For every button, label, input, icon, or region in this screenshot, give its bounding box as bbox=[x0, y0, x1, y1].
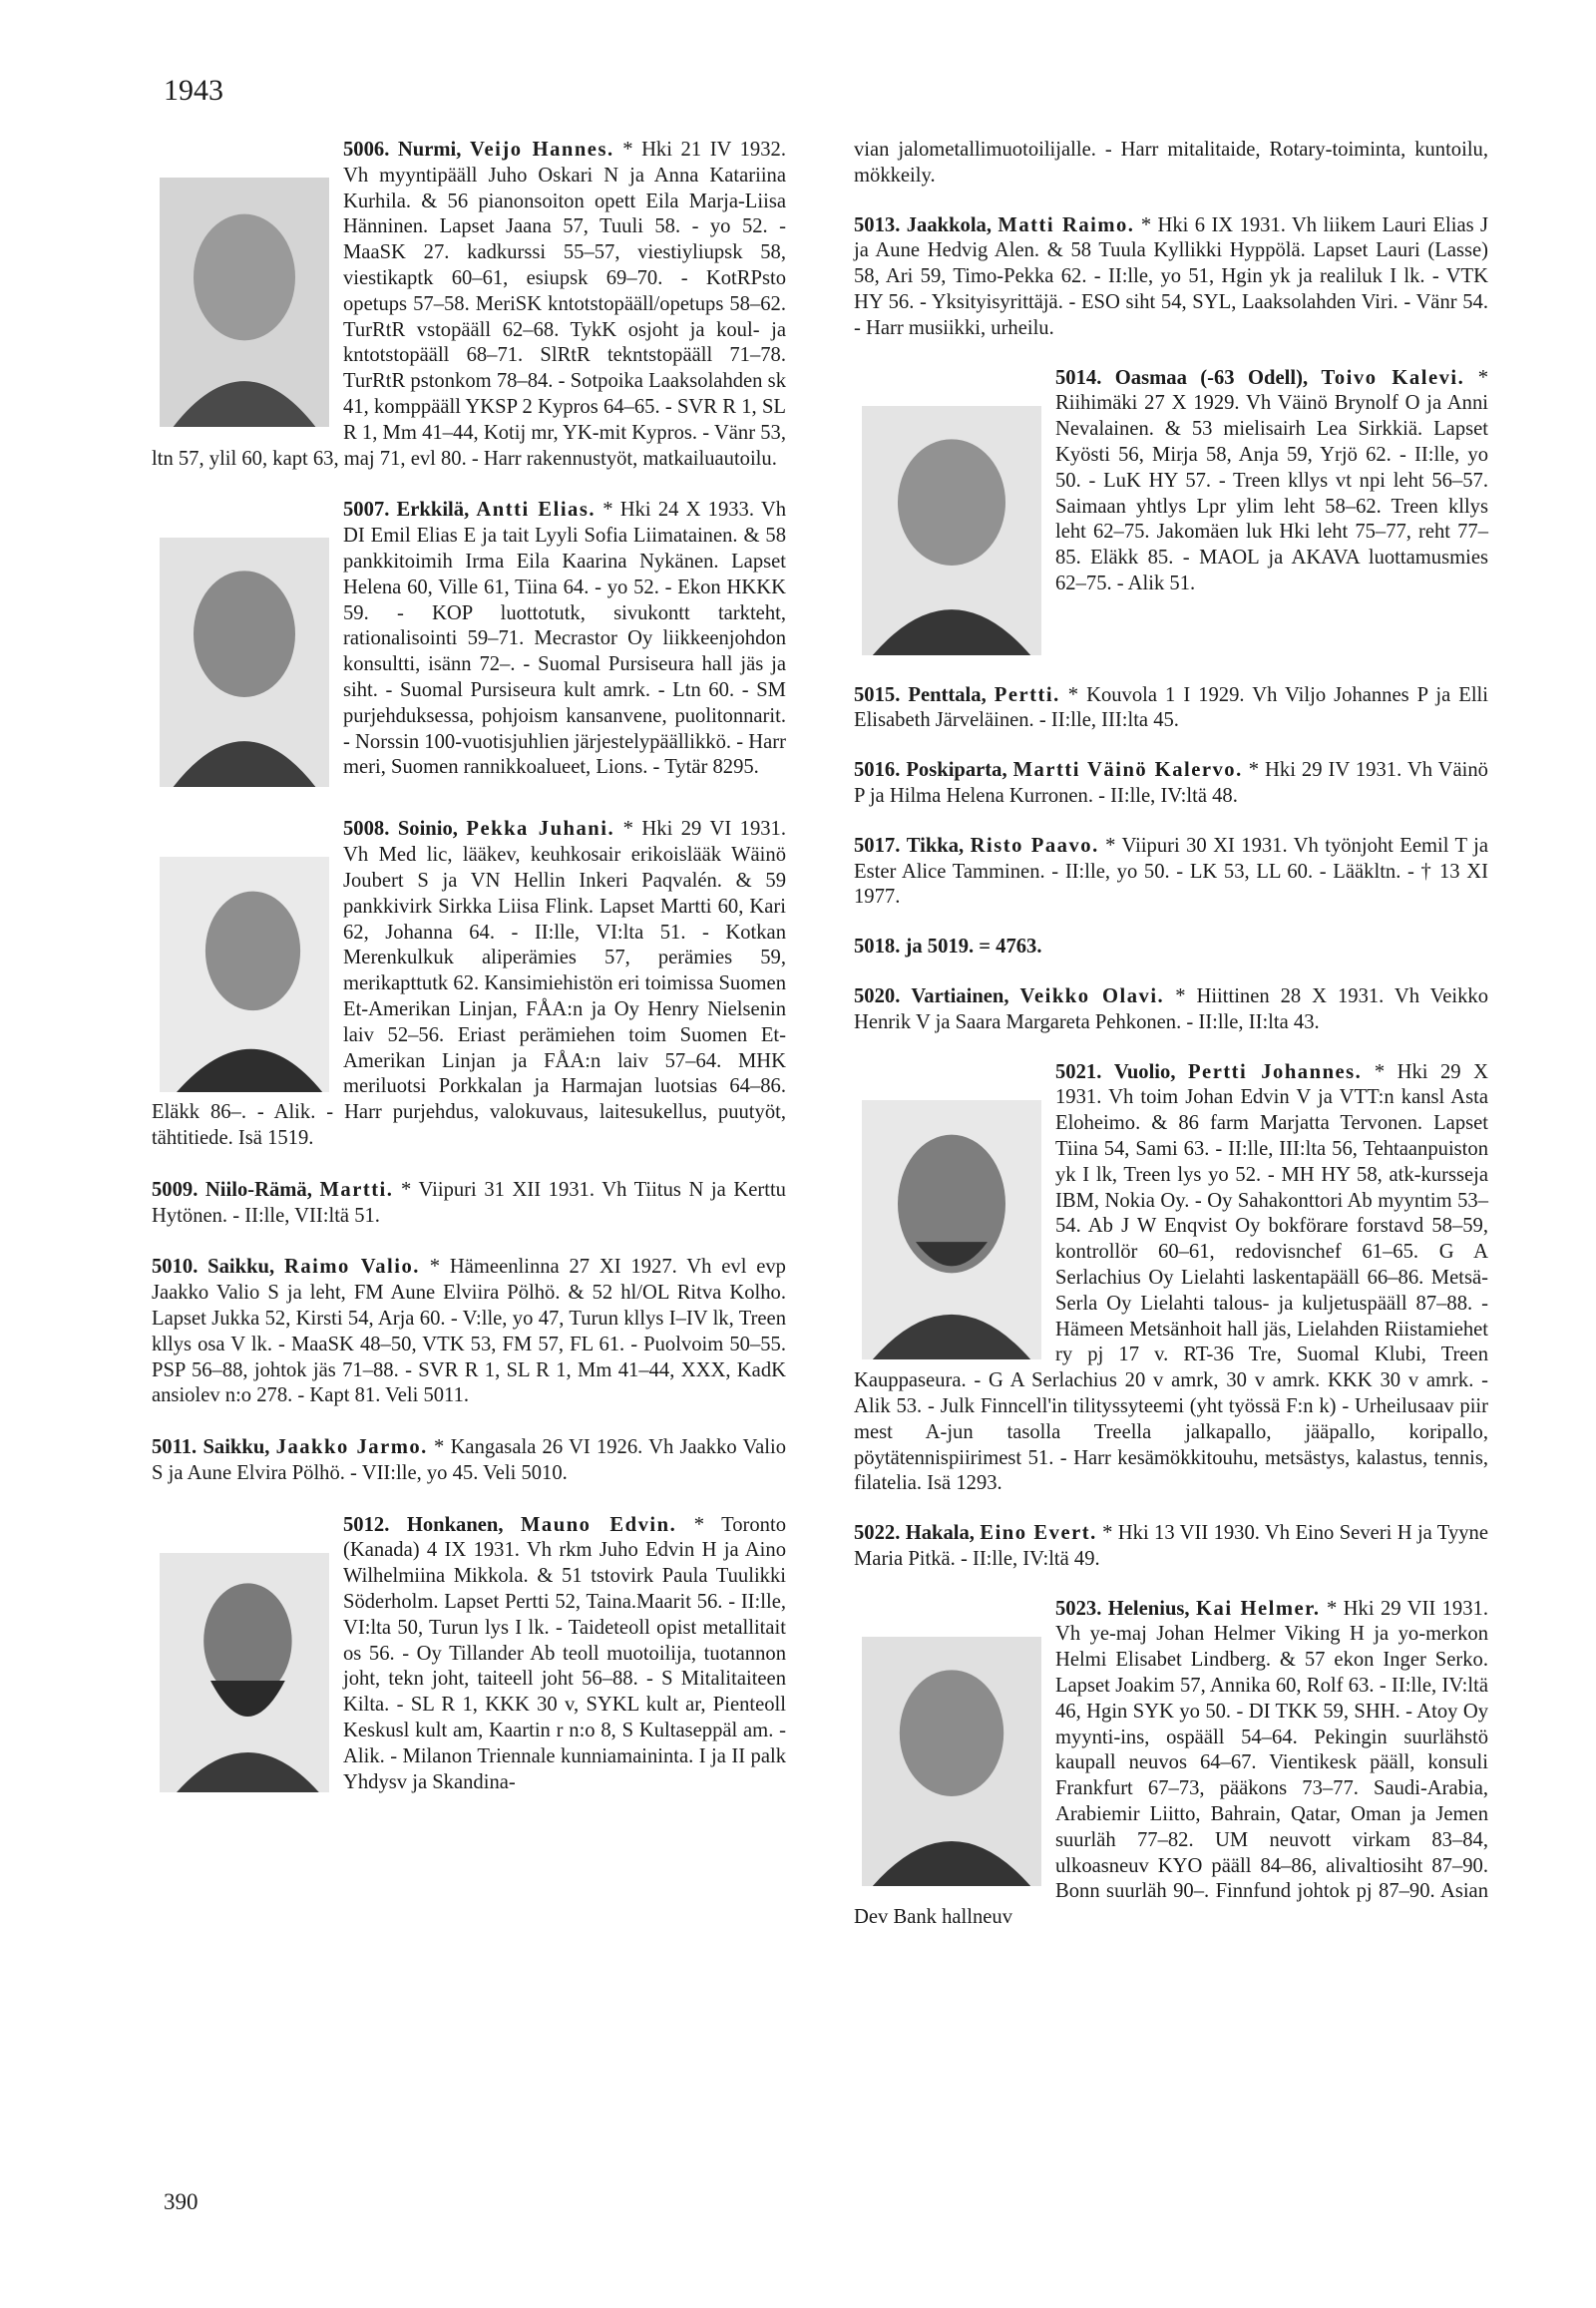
entry-number: 5011. bbox=[152, 1436, 198, 1459]
biography-entry bbox=[854, 935, 1488, 961]
entry-number: 5006. bbox=[343, 139, 390, 161]
entry-number: 5016. bbox=[854, 759, 901, 782]
entry-number: 5012. bbox=[343, 1513, 390, 1536]
entry-text: * Kangasala 26 VI 1926. Vh Jaakko Valio S ja Aune Elvira Pölhö. - VII:lle, yo 45. Veli 5010. bbox=[152, 1436, 787, 1484]
entry-number: 5018. bbox=[854, 936, 901, 959]
entry-text: * Hki 29 VI 1931. Vh Med lic, lääkev, keuhkosair erikoislääk Wäinö Joubert S ja VN Hellin Inkeri Paqvalén. & 59 pankkivirk Sirkka Liisa Flink. Lapset Martti 60, Kari 62, Johanna 64. - II:lle, VI:lta 51. - Kotkan Merenkulkuk aliperämies 57, perämies 59, merikapttutk 62. Kansimiehistön eri toimissa Suomen Et-Amerikan Linjan, FÅA:n ja Oy Henry Nielsenin laiv 52–56. Eriast perämiehen toim Suomen Et-Amerikan Linjan ja FÅA:n laiv 57–64. MHK meriluotsi Porkkalan ja Harmajan luotsias 64–86. Eläkk 86–. - Alik. - Harr purjehdus, valokuvaus, laitesukellus, puutyöt, tähtitiede. Isä 1519. bbox=[152, 818, 786, 1149]
entry-surname: Helenius, bbox=[1107, 1597, 1190, 1620]
biography-entry-continued bbox=[854, 138, 1488, 190]
entry-given-names: Risto Paavo. bbox=[970, 834, 1099, 857]
right-column bbox=[854, 138, 1488, 1955]
entry-given-names: Veijo Hannes. bbox=[470, 139, 614, 161]
biography-entry bbox=[152, 1435, 786, 1487]
page-number: 390 bbox=[164, 2189, 199, 2214]
entry-given-names: Kai Helmer. bbox=[1196, 1597, 1321, 1620]
biography-entry bbox=[854, 213, 1488, 342]
entry-number: 5013. bbox=[854, 213, 901, 236]
portrait-photo bbox=[160, 1553, 329, 1792]
entry-surname: Honkanen, bbox=[406, 1513, 504, 1536]
entry-given-names: Eino Evert. bbox=[980, 1522, 1097, 1545]
entry-surname: Nurmi, bbox=[397, 139, 462, 161]
entry-given-names: Pertti Johannes. bbox=[1187, 1060, 1363, 1083]
entry-text: * Hki 29 IV 1931. Vh Väinö P ja Hilma Helena Kurronen. - II:lle, IV:ltä 48. bbox=[854, 759, 1488, 807]
biography-entry bbox=[854, 1521, 1488, 1573]
entry-surname: Penttala, bbox=[908, 683, 987, 706]
entry-text: * Kouvola 1 I 1929. Vh Viljo Johannes P ja Elli Elisabeth Järveläinen. - II:lle, III:lta 45. bbox=[854, 683, 1488, 732]
biography-entry bbox=[854, 984, 1488, 1036]
biography-entry bbox=[854, 366, 1488, 659]
entry-surname: Niilo-Rämä, bbox=[204, 1178, 312, 1201]
portrait-photo bbox=[862, 1100, 1041, 1359]
entry-surname: ja 5019. = 4763. bbox=[905, 936, 1042, 959]
entry-given-names: Pekka Juhani. bbox=[466, 818, 615, 841]
entry-number: 5021. bbox=[1055, 1060, 1102, 1083]
entry-number: 5014. bbox=[1055, 366, 1102, 389]
left-column bbox=[152, 138, 786, 1822]
entry-text: * Hki 13 VII 1930. Vh Eino Severi H ja Tyyne Maria Pitkä. - II:lle, IV:ltä 49. bbox=[854, 1522, 1488, 1570]
biography-entry bbox=[854, 758, 1488, 810]
biography-entry bbox=[854, 683, 1488, 735]
entry-text: * Hki 24 X 1933. Vh DI Emil Elias E ja tait Lyyli Sofia Liimatainen. & 58 pankkitoimih Irma Eila Kaarina Nykänen. Lapset Helena 60, Ville 61, Tiina 64. - yo 52. - Ekon HKKK 59. - KOP luottotutk, sivukontt tarkteht, rationalisointi 59–71. Mecrastor Oy liikkeenjohdon konsultti, isänn 72–. - Suomal Pursiseura hall jäs ja siht. - Suomal Pursiseura kult amrk. - Ltn 60. - SM purjehduksessa, pohjoism kansanvene, puolitonnarit. - Norssin 100-vuotisjuhlien järjestelypäällikkö. - Harr meri, Suomen rannikkoalueet, Lions. - Tytär 8295. bbox=[343, 499, 786, 779]
entry-number: 5020. bbox=[854, 984, 901, 1007]
entry-surname: Soinio, bbox=[397, 818, 458, 841]
biography-entry bbox=[152, 817, 786, 1151]
portrait-photo bbox=[862, 1637, 1041, 1886]
entry-surname: Erkkilä, bbox=[396, 499, 470, 522]
entry-given-names: Martti Väinö Kalervo. bbox=[1012, 759, 1243, 782]
entry-number: 5015. bbox=[854, 683, 901, 706]
entry-number: 5022. bbox=[854, 1522, 901, 1545]
entry-text: * Riihimäki 27 X 1929. Vh Väinö Brynolf O ja Anni Nevalainen. & 53 mielisairh Lea Sirkkiä. Lapset Kyösti 56, Mirja 58, Anja 59, Yrjö 62. - II:lle, yo 50. - LuK HY 57. - Treen kllys vt npi leht 56–57. Saimaan yhtlys Lpr ylim leht 58–62. Treen kllys leht 62–75. Jakomäen luk Hki leht 75–77, reht 77–85. Eläkk 85. - MAOL ja AKAVA luottamusmies 62–75. - Alik 51. bbox=[1055, 366, 1488, 594]
entry-given-names: Pertti. bbox=[994, 683, 1060, 706]
portrait-photo bbox=[862, 406, 1041, 655]
entry-text: vian jalometallimuotoilijalle. - Harr mitalitaide, Rotary-toiminta, kuntoilu, mökkeily. bbox=[854, 139, 1488, 187]
entry-text: * Hki 29 VII 1931. Vh ye-maj Johan Helmer Viking H ja yo-merkon Helmi Elisabet Lindberg. & 57 ekon Inger Serko. Lapset Joakim 57, Annika 60, Rolf 63. - II:lle, IV:ltä 46, Hgin SYK yo 50. - DI TKK 59, SHH. - Atoy Oy myynti-ins, ospääll 54–64. Pekingin suurlähstö kaupall neuvos 64–67. Vientikesk pääll, konsuli Frankfurt 67–73, pääkons 73–77. Saudi-Arabia, Arabiemir Liitto, Bahrain, Qatar, Oman ja Jemen suurläh 77–82. UM neuvott virkam 83–84, ulkoasneuv KYO pääll 84–86, alivaltiosiht 87–90. Bonn suurläh 90–. Finnfund johtok pj 87–90. Asian Dev Bank hallneuv bbox=[854, 1597, 1488, 1929]
entry-number: 5017. bbox=[854, 834, 901, 857]
biography-entry bbox=[854, 834, 1488, 911]
entry-surname: Vartiainen, bbox=[911, 984, 1009, 1007]
biography-entry bbox=[152, 138, 786, 472]
entry-given-names: Toivo Kalevi. bbox=[1321, 366, 1465, 389]
entry-given-names: Raimo Valio. bbox=[283, 1256, 420, 1279]
entry-surname: Jaakkola, bbox=[906, 213, 992, 236]
entry-number: 5023. bbox=[1055, 1597, 1102, 1620]
biography-entry bbox=[854, 1060, 1488, 1498]
entry-given-names: Antti Elias. bbox=[476, 499, 597, 522]
entry-text: * Viipuri 30 XI 1931. Vh työnjoht Eemil T ja Ester Alice Tamminen. - II:lle, yo 50. - LK 53, LL 60. - Lääkltn. - † 13 XI 1977. bbox=[854, 834, 1489, 909]
entry-number: 5010. bbox=[152, 1256, 199, 1279]
entry-text: * Hämeenlinna 27 XI 1927. Vh evl evp Jaakko Valio S ja leht, FM Aune Elviira Pölhö. & 52 hl/OL Ritva Kolho. Lapset Jukka 52, Kirsti 54, Arja 60. - V:lle, yo 47, Turun kllys I–IV lk, Treen kllys osa V lk. - MaaSK 48–50, VTK 53, FM 57, FL 61. - Puolvoim 50–55. PSP 56–88, johtok jäs 71–88. - SVR R 1, SL R 1, Mm 41–44, XXX, KadK ansiolev n:o 278. - Kapt 81. Veli 5011. bbox=[152, 1256, 786, 1407]
entry-given-names: Matti Raimo. bbox=[998, 213, 1135, 236]
entry-number: 5007. bbox=[343, 499, 390, 522]
entry-surname: Poskiparta, bbox=[906, 759, 1007, 782]
entry-surname: Vuolio, bbox=[1113, 1060, 1176, 1083]
entry-text: * Viipuri 31 XII 1931. Vh Tiitus N ja Kerttu Hytönen. - II:lle, VII:ltä 51. bbox=[152, 1178, 786, 1227]
entry-text: * Hki 6 IX 1931. Vh liikem Lauri Elias J ja Aune Hedvig Alen. & 58 Tuula Kyllikki Hyppölä. Lapset Lauri (Lasse) 58, Ari 59, Timo-Pekka 62. - II:lle, yo 51, Hgin yk ja realiluk I lk. - VTK HY 56. - Yksityisyrittäjä. - ESO siht 54, SYL, Laaksolahden Viri. - Vänr 54. - Harr musiikki, urheilu. bbox=[854, 213, 1489, 339]
entry-surname: Oasmaa (-63 Odell), bbox=[1114, 366, 1309, 389]
page-header-year: 1943 bbox=[164, 74, 223, 107]
biography-entry bbox=[152, 1255, 786, 1409]
entry-given-names: Martti. bbox=[319, 1178, 394, 1201]
entry-given-names: Mauno Edvin. bbox=[521, 1513, 677, 1536]
portrait-photo bbox=[160, 538, 329, 787]
entry-surname: Saikku, bbox=[202, 1436, 270, 1459]
entry-given-names: Veikko Olavi. bbox=[1019, 984, 1165, 1007]
biography-entry bbox=[152, 1513, 786, 1796]
entry-text: * Hki 29 X 1931. Vh toim Johan Edvin V ja VTT:n kansl Asta Eloheimo. & 86 farm Marjatta Tervonen. Lapset Tiina 54, Sami 63. - II:lle, III:lta 56, Tehtaanpuiston yk I lk, Treen lys yo 52. - MH HY 58, atk-kursseja IBM, Nokia Oy. - Oy Sahakonttori Ab myyntim 53–54. Ab J W Enqvist Oy bokförare forstavd 58–59, kontrollör 60–61, redovisnchef 61–65. G A Serlachius Oy Lielahti laskentapääll 66–86. Metsä-Serla Oy Lielahti talous- ja kuljetuspääll 87–88. - Hämeen Metsänhoit hall jäs, Lielahden Riistamiehet ry pj 17 v. RT-36 Tre, Suomal Klubi, Treen Kauppaseura. - G A Serlachius 20 v amrk, 30 v amrk. KKK 30 v amrk. - Alik 53. - Julk Finncell'in tilityssyteemi (yht työssä F:n k) - Urheilusaav piir mest A-jun tasolla Treella jalkapallo, jääpallo, koripallo, pöytätennispiirimest 51. - Harr kesämökkitouhu, metsästys, kalastus, tennis, filatelia. Isä 1293. bbox=[854, 1060, 1488, 1495]
entry-surname: Hakala, bbox=[905, 1522, 975, 1545]
biography-entry bbox=[152, 1178, 786, 1230]
entry-text: * Hki 21 IV 1932. Vh myyntipääll Juho Oskari N ja Anna Katariina Kurhila. & 56 pianonsoiton opett Eila Marja-Liisa Hänninen. Lapset Jaana 57, Tuuli 58. - yo 52. - MaaSK 27. kadkurssi 55–57, viestiyliupsk 58, viestikaptk 60–61, esiupsk 69–70. - KotRPsto opetups 57–58. MeriSK kntotstopääll/opetups 58–62. TurRtR vstopääll 62–68. TykK osjoht ja koul- ja kntotstopääll 68–71. SlRtR tekntstopääll 71–78. TurRtR pstonkom 78–84. - Sotpoika Laaksolahden sk 41, komppääll YKSP 2 Kypros 64–65. - SVR R 1, SL R 1, Mm 41–44, Kotij mr, YK-mit Kypros. - Vänr 53, ltn 57, ylil 60, kapt 63, maj 71, evl 80. - Harr rakennustyöt, matkailuautoilu. bbox=[152, 139, 786, 470]
entry-text: * Hiittinen 28 X 1931. Vh Veikko Henrik V ja Saara Margareta Pehkonen. - II:lle, II:lta 43. bbox=[854, 984, 1489, 1033]
portrait-photo bbox=[160, 857, 329, 1092]
entry-text: * Toronto (Kanada) 4 IX 1931. Vh rkm Juho Edvin H ja Aino Wilhelmiina Mikkola. & 51 tstovirk Paula Tuulikki Söderholm. Lapset Pertti 52, Taina.Maarit 56. - II:lle, VI:lta 50, Turun lys I lk. - Taideteoll opist metallitait os 56. - Oy Tillander Ab teoll muotoilija, tuotannon joht, tekn joht, taiteell joht 56–88. - S Mitalitaiteen Kilta. - SL R 1, KKK 30 v, SYKL kult ar, Pienteoll Keskusl kult am, Kaartin r n:o 8, S Kultaseppäl am. - Alik. - Milanon Triennale kunniamaininta. I ja II palk Yhdysv ja Skandina- bbox=[343, 1513, 786, 1793]
entry-number: 5008. bbox=[343, 818, 390, 841]
entry-given-names: Jaakko Jarmo. bbox=[275, 1436, 428, 1459]
biography-entry bbox=[854, 1597, 1488, 1931]
portrait-photo bbox=[160, 178, 329, 427]
entry-number: 5009. bbox=[152, 1178, 199, 1201]
biography-entry bbox=[152, 498, 786, 791]
entry-surname: Saikku, bbox=[207, 1256, 275, 1279]
entry-surname: Tikka, bbox=[906, 834, 965, 857]
